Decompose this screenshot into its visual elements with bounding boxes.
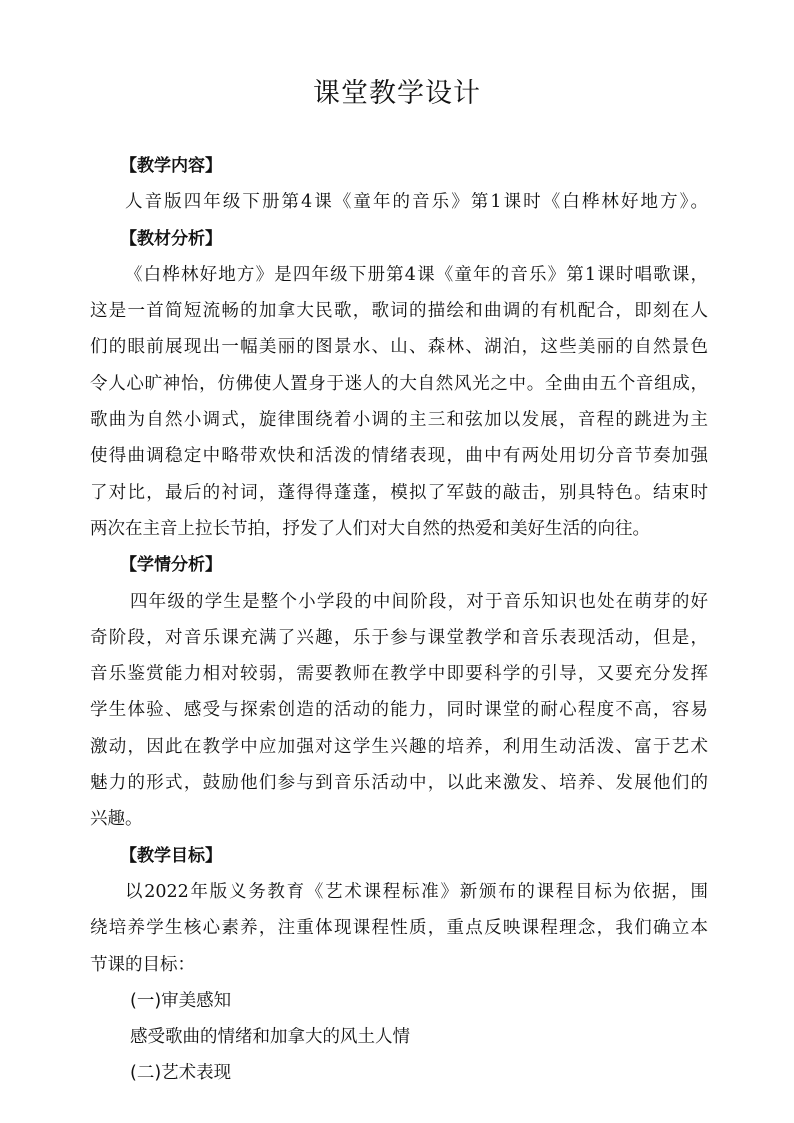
paragraph-line: 这是一首简短流畅的加拿大民歌，歌词的描绘和曲调的有机配合，即刻在人 xyxy=(90,301,708,322)
paragraph-line: 奇阶段，对音乐课充满了兴趣，乐于参与课堂教学和音乐表现活动，但是， xyxy=(90,627,708,648)
paragraph-line: 歌曲为自然小调式，旋律围绕着小调的主三和弦加以发展，音程的跳进为主 xyxy=(90,410,708,431)
paragraph-line: 音乐鉴赏能力相对较弱，需要教师在教学中即要科学的引导，又要充分发挥 xyxy=(90,664,708,685)
paragraph-line: 《白桦林好地方》是四年级下册第4课《童年的音乐》第1课时唱歌课， xyxy=(125,264,708,285)
heading-student-analysis: 【学情分析】 xyxy=(120,555,222,576)
subheading-artistic-expression: (二)艺术表现 xyxy=(130,1063,232,1084)
paragraph-line: 节课的目标： xyxy=(90,954,195,975)
paragraph-line: 绕培养学生核心素养，注重体现课程性质，重点反映课程理念，我们确立本 xyxy=(90,918,708,939)
paragraph-line: 激动，因此在教学中应加强对这学生兴趣的培养，利用生动活泼、富于艺术 xyxy=(90,736,708,757)
document-body xyxy=(90,148,708,1092)
paragraph-line: 魅力的形式，鼓励他们参与到音乐活动中，以此来激发、培养、发展他们的 xyxy=(90,773,708,794)
paragraph-line: 了对比，最后的衬词，蓬得得蓬蓬，模拟了军鼓的敲击，别具特色。结束时 xyxy=(90,482,708,503)
paragraph-line: 学生体验、感受与探索创造的活动的能力，同时课堂的耐心程度不高，容易 xyxy=(90,700,708,721)
paragraph-line: 令人心旷神怡，仿佛使人置身于迷人的大自然风光之中。全曲由五个音组成， xyxy=(90,373,708,394)
page-title: 课堂教学设计 xyxy=(313,78,481,109)
paragraph-line: 使得曲调稳定中略带欢快和活泼的情绪表现，曲中有两处用切分音节奏加强 xyxy=(90,446,708,467)
subheading-aesthetic-perception: (一)审美感知 xyxy=(130,990,232,1011)
heading-material-analysis: 【教材分析】 xyxy=(120,228,222,249)
paragraph-line: 人音版四年级下册第4课《童年的音乐》第1课时《白桦林好地方》。 xyxy=(125,192,708,213)
paragraph-line: 两次在主音上拉长节拍，抒发了人们对大自然的热爱和美好生活的向往。 xyxy=(90,518,650,539)
paragraph-line: 四年级的学生是整个小学段的中间阶段，对于音乐知识也处在萌芽的好 xyxy=(130,591,708,612)
paragraph-line: 兴趣。 xyxy=(90,809,143,830)
paragraph-line: 感受歌曲的情绪和加拿大的风土人情 xyxy=(130,1027,410,1048)
paragraph-line: 以2022年版义务教育《艺术课程标准》新颁布的课程目标为依据，围 xyxy=(125,881,708,902)
heading-teaching-content: 【教学内容】 xyxy=(120,156,222,176)
heading-teaching-goals: 【教学目标】 xyxy=(120,845,222,866)
paragraph-line: 们的眼前展现出一幅美丽的图景水、山、森林、湖泊，这些美丽的自然景色 xyxy=(90,337,708,358)
